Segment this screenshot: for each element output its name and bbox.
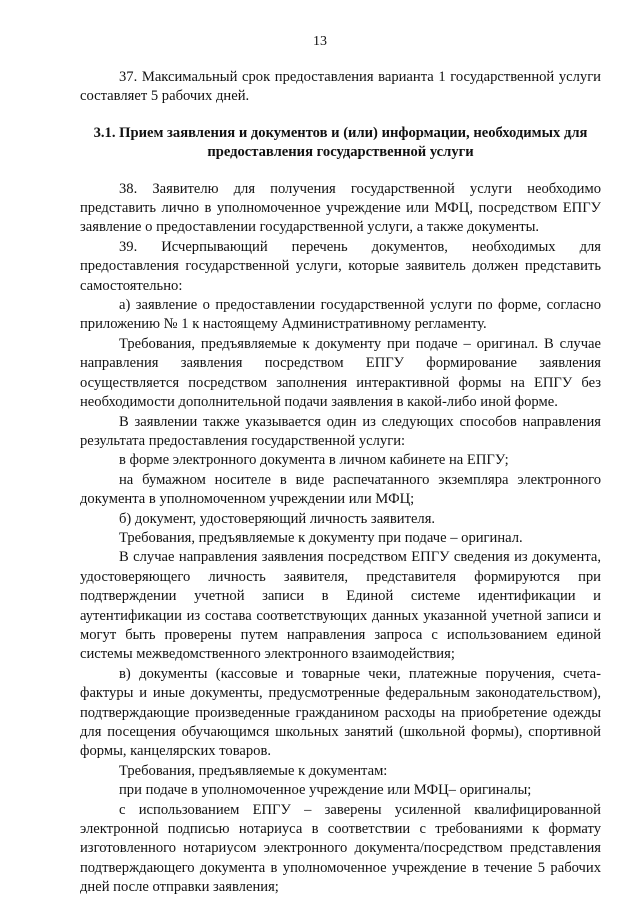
paragraph-requirements-b: Требования, предъявляемые к документу при подаче – оригинал. — [119, 529, 523, 546]
paragraph-delivery-electronic: в форме электронного документа в личном кабинете на ЕПГУ; — [119, 452, 509, 469]
page-number: 13 — [313, 34, 327, 49]
paragraph-epgu-signature: с использованием ЕПГУ – заверены усиленной квалифицированной электронной подписью нотариуса в соответствии с требованиями к формату изготовленного нотариусом электронного документа/посредством представления подтверждающего документа в уполномоченное учреждение в течение 5 рабочих дней после отправки заявления; — [80, 801, 601, 896]
paragraph-identity-epgu: В случае направления заявления посредством ЕПГУ сведения из документа, удостоверяющего личность заявителя, представителя формируются при подтверждении учетной записи в Единой системе идентификации и аутентификации из состава соответствующих данных указанной учетной записи и могут быть проверены путем направления запроса с использованием единой системы межведомственного электронного взаимодействия; — [80, 549, 601, 663]
paragraph-originals: при подаче в уполномоченное учреждение или МФЦ– оригиналы; — [119, 782, 532, 799]
paragraph-item-v: в) документы (кассовые и товарные чеки, платежные поручения, счета-фактуры и иные документы, предусмотренные федеральным законодательством), подтверждающие произведенные гражданином расходы на приобретение одежды для посещения обучающимся школьных занятий (школьной формы), спортивной формы, канцелярских товаров. — [80, 665, 601, 760]
paragraph-delivery-paper: на бумажном носителе в виде распечатанного экземпляра электронного документа в уполномоченном учреждении или МФЦ; — [80, 471, 601, 508]
paragraph-37: 37. Максимальный срок предоставления варианта 1 государственной услуги составляет 5 рабочих дней. — [80, 69, 601, 105]
section-heading: 3.1. Прием заявления и документов и (или) информации, необходимых для предоставления государственной услуги — [93, 124, 588, 161]
paragraph-requirements-v: Требования, предъявляемые к документам: — [119, 762, 388, 779]
paragraph-item-a: а) заявление о предоставлении государственной услуги по форме, согласно приложению № 1 к настоящему Административному регламенту. — [80, 297, 601, 333]
paragraph-39: 39. Исчерпывающий перечень документов, необходимых для предоставления государственной услуги, которые заявитель должен представить самостоятельно: — [80, 238, 601, 294]
document-body — [80, 68, 601, 898]
paragraph-delivery-methods: В заявлении также указывается один из следующих способов направления результата предоставления государственной услуги: — [80, 413, 601, 449]
paragraph-requirements-a: Требования, предъявляемые к документу при подаче – оригинал. В случае направления заявления посредством ЕПГУ формирование заявления осуществляется посредством заполнения интерактивной формы на ЕПГУ без необходимости дополнительной подачи заявления в какой-либо иной форме. — [80, 335, 601, 411]
paragraph-38: 38. Заявителю для получения государственной услуги необходимо представить лично в уполномоченное учреждение или МФЦ, посредством ЕПГУ заявление о предоставлении государственной услуги, а также документы. — [80, 180, 601, 236]
paragraph-item-b: б) документ, удостоверяющий личность заявителя. — [119, 510, 436, 527]
